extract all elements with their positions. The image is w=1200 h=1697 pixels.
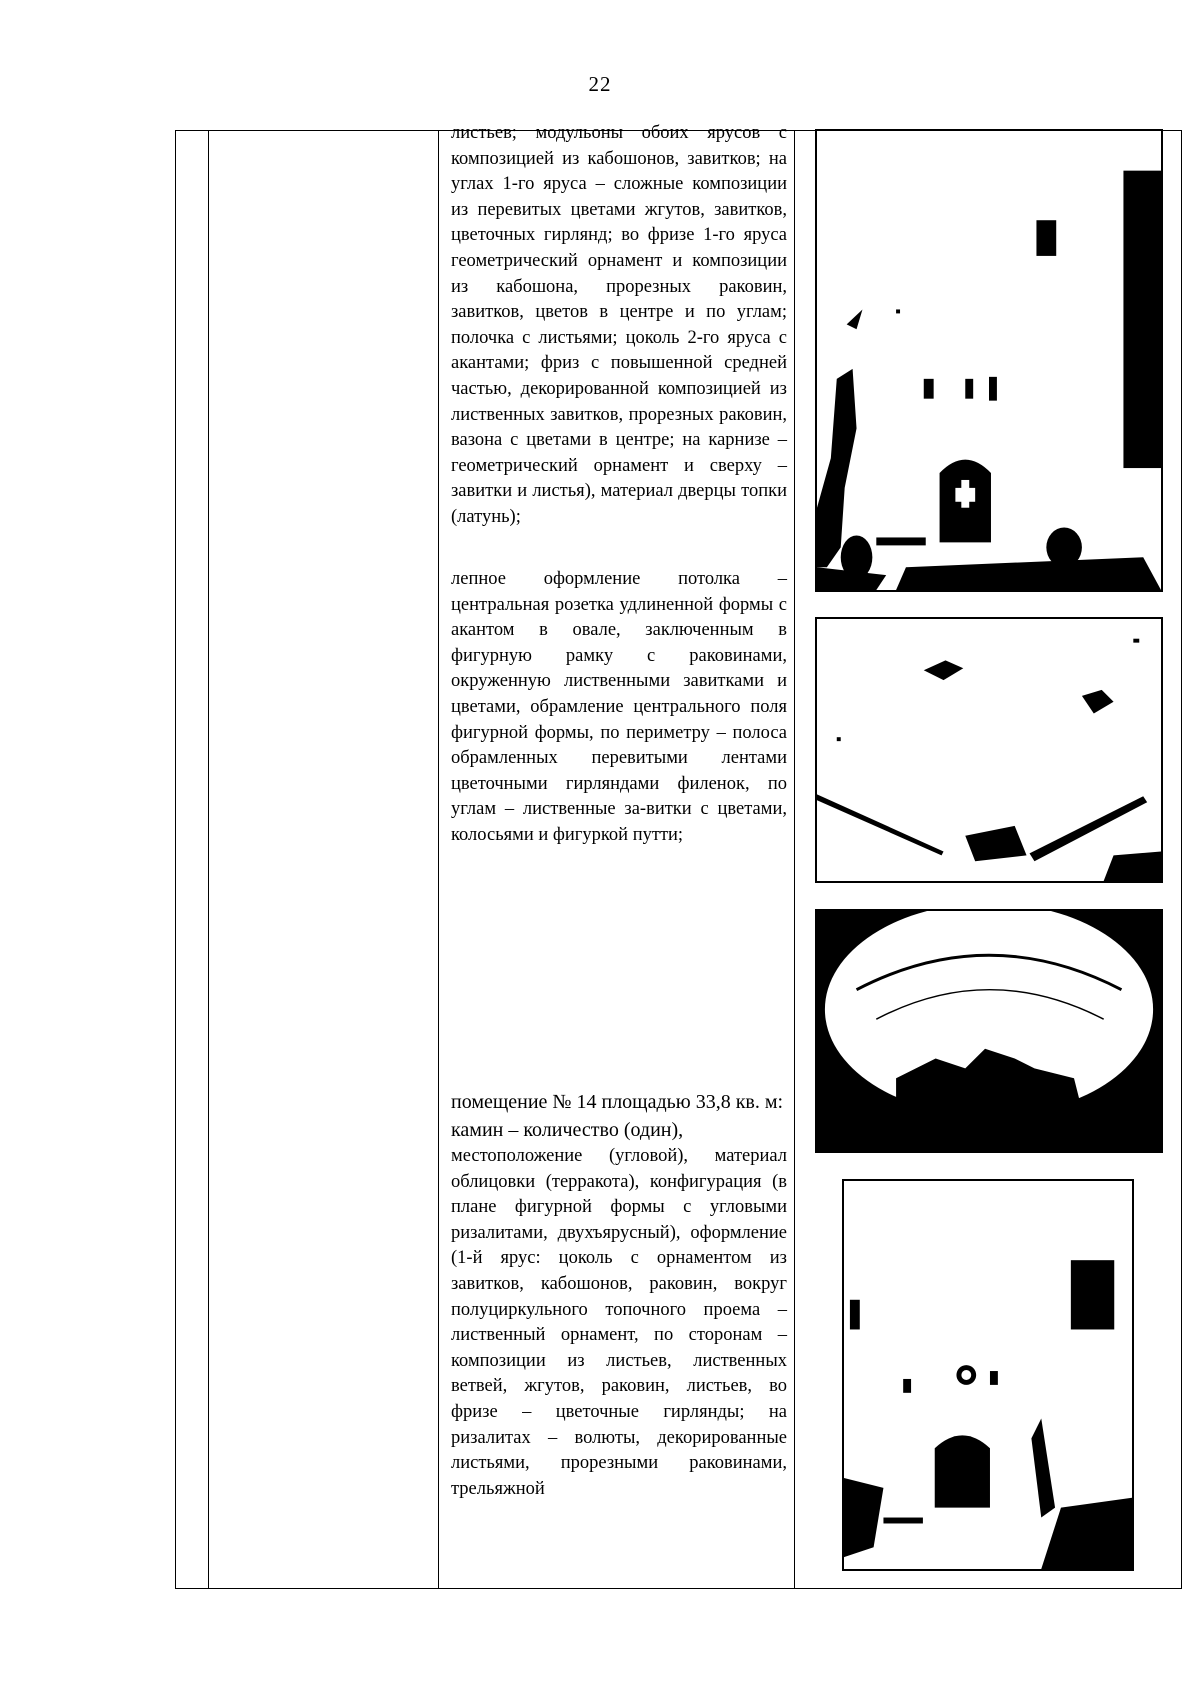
fireplace-photo-1 bbox=[815, 129, 1163, 592]
heritage-table bbox=[175, 123, 1182, 1589]
fireplace-count: камин – количество (один), bbox=[451, 1119, 684, 1141]
room-14-description bbox=[451, 1088, 787, 1502]
description-paragraph: лепное оформление потолка – центральная розетка удлиненной формы с акантом в овале, заключенным в фигурную рамку с раковинами, окруженную лиственными завитками и цветами, обрамление центрального поля фигурной формы, по периметру – полоса обрамленных перевитыми лентами цветочными гирляндами филенок, по углам – лиственные за-витки с цветами, колосьями и фигуркой путти; bbox=[451, 569, 787, 845]
ceiling-dome-photo bbox=[815, 909, 1163, 1153]
object-name-cell bbox=[209, 131, 439, 1589]
table-row bbox=[176, 131, 1182, 1589]
ceiling-description bbox=[451, 567, 787, 849]
fireplace-photo-2 bbox=[842, 1179, 1134, 1571]
photo-cell bbox=[795, 131, 1182, 1589]
number-cell bbox=[176, 131, 209, 1589]
ceiling-photo bbox=[815, 617, 1163, 883]
fireplace-description-continued bbox=[451, 121, 787, 531]
description-paragraph: листьев; модульоны обоих ярусов с композицией из кабошонов, завитков; на углах 1-го яруса – сложные композиции из перевитых цветами жгутов, завитков, цветочных гирлянд; во фризе 1-го яруса геометрический орнамент и композиции из кабошона, прорезных раковин, завитков, цветов в центре и по углам; полочка с листьями; цоколь 2-го яруса с акантами; фриз с повышенной средней частью, декорированной композицией из лиственных завитков, прорезных раковин, вазона с цветами в центре; на карнизе – геометрический орнамент и сверху – завитки и листья), материал дверцы топки (латунь); bbox=[451, 123, 787, 527]
description-cell bbox=[439, 123, 795, 1589]
page-number: 22 bbox=[588, 72, 612, 96]
room-heading: помещение № 14 площадью 33,8 кв. м: bbox=[451, 1091, 784, 1113]
description-paragraph: местоположение (угловой), материал облицовки (терракота), конфигурация (в плане фигурной формы с угловыми ризалитами, двухъярусный), оформление (1-й ярус: цоколь с орнаментом из завитков, кабошонов, раковин, вокруг полуциркульного топочного проема – лиственный орнамент, по сторонам – композиции из листьев, лиственных ветвей, жгутов, раковин, листьев, во фризе – цветочные гирлянды; на ризалитах – волюты, декорированные листьями, прорезными раковинами, трельяжной bbox=[451, 1146, 787, 1499]
